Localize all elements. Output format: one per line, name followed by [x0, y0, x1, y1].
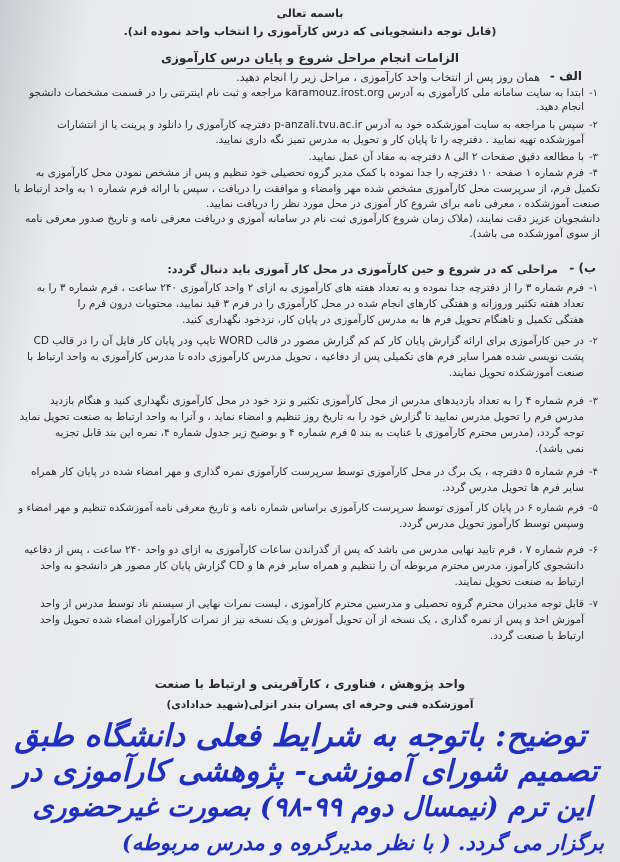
section-a-label: الف - — [549, 69, 582, 83]
item-line: در حین کارآموزی برای ارائه گزارش پایان کار کم کم گزارش مصور در قالب WORD تایپ ودر پایان کار فایل آن را در قالب CD — [33, 335, 584, 347]
item-number: ۲- — [589, 336, 598, 347]
item-line: صنعت آموزشکده ، معرفی نامه برای شروع کار آموزی در محل مورد نظر را دریافت نمایید. — [205, 198, 600, 210]
handwritten-note-line: این ترم (نیمسال دوم ۹۹-۹۸) بصورت غیرحضوری — [32, 792, 592, 823]
item-line: سپس با مراجعه به سایت آموزشکده خود به آدرس p-anzali.tvu.ac.ir دفترچه کارآموزی را دانلود و پرینت یا از انتشارات — [56, 119, 584, 131]
school-name: آموزشکده فنی وحرفه ای پسران بندر انزلی(شهید خدادادی) — [166, 699, 474, 711]
item-number: ۱- — [589, 88, 598, 99]
item-line: نمی باشد). — [535, 443, 584, 455]
section-b-intro: مراحلی که در شروع و حین کارآموزی در محل کار آموزی باید دنبال گردد: — [167, 263, 558, 276]
item-line: فرم شماره ۵ دفترچه ، یک برگ در محل کارآموزی توسط سرپرست کارآموزی نمره گذاری و مهر امضاء شده در پایان کار همراه — [30, 466, 584, 478]
item-line: پشت نویسی شده همرا سایر فرم های تکمیلی پس از دفاعیه ، تحویل مدرس کارآموزی داده تا مدرس کارآموزی به واحد ارتباط با — [27, 351, 584, 363]
item-number: ۴- — [589, 168, 598, 179]
item-line: فرم شماره ۷ ، فرم تایید نهایی مدرس می باشد که پس از گذراندن ساعات کارآموزی به ازای دو واحد ۲۴۰ ساعت ، پس از دفاعیه — [24, 544, 584, 556]
item-line: تعداد هفته تکثیر وروزانه و هفتگی کارهای انجام شده در محل کارآموزی را در فرم ۳ قید نمایید، محتویات درون فرم را — [77, 298, 584, 310]
item-number: ۲- — [589, 120, 598, 131]
basmala: باسمه تعالی — [276, 7, 344, 20]
item-line: سایر فرم ها تحویل مدرس گردد. — [442, 482, 584, 494]
item-number: ۳- — [589, 152, 598, 163]
item-line: تکمیل فرم، از سرپرست محل کارآموزی مشخص شده مهر وامضاء و موافقت را دریافت ، سپس با ارائه فرم شماره ۱ به واحد ارتباط با — [14, 183, 600, 195]
item-line: ابتدا به سایت سامانه ملی کارآموزی به آدرس karamouz.irost.org مراجعه و ثبت نام اینترنتی را در قسمت مشخصات دانشجو — [29, 87, 584, 99]
item-line: مدرس فرم را تحویل مدرس نمایید تا گزارش خود را به تاریخ روز تنظیم و امضاء نماید ، و آنرا به واحد ارتباط به صنعت تحویل نماید — [19, 411, 584, 423]
item-line: انجام دهید. — [536, 101, 584, 113]
item-line: از سوی آموزشکده می باشد). — [469, 228, 600, 240]
unit-name: واحد پژوهش ، فناوری ، کارآفرینی و ارتباط با صنعت — [154, 677, 466, 691]
section-b-label: ب) - — [569, 261, 596, 275]
item-line: دانشجوی کارآموز، مدرس محترم مربوطه آن را تنظیم و همراه سایر فرم ها و CD گزارش پایان کار مصور هر دانشجو به واحد — [40, 560, 584, 572]
item-number: ۵- — [589, 503, 598, 514]
item-line: ارتباط با صنعت گردد. — [489, 630, 584, 642]
section-a-intro: همان روز پس از انتخاب واحد کارآموزی ، مراحل زیر را انجام دهید. — [236, 71, 540, 84]
item-line: آموزش اخذ و پس از نمره گذاری ، یک نسخه از آن تحویل آموزش و یک نسخه نیز از نمرات کارآموزان امضاء شده تحویل واحد — [39, 614, 584, 626]
item-line: وسپس توسط کارآموز تحویل مدرس گردد. — [398, 518, 584, 530]
item-number: ۷- — [589, 599, 598, 610]
item-number: ۶- — [589, 545, 598, 556]
item-number: ۳- — [589, 396, 598, 407]
item-line: با مطالعه دقیق صفحات ۲ الی ۸ دفترچه به مفاد آن عمل نمایید. — [308, 151, 584, 163]
item-line: فرم شماره ۱ صفحه ۱۰ دفترچه را جدا نموده با کمک مدیر گروه تحصیلی خود تنظیم و پس از مشخص نمودن محل کارآموزی به — [35, 167, 584, 179]
item-line: دانشجویان عزیز دقت نمایند، (ملاک زمان شروع کارآموزی ثبت نام در سامانه آموزی و دریافت معرفی نامه و تاریخ صدور معرفی نامه — [25, 213, 600, 225]
item-line: توجه گردد، (مدرس محترم کارآموزی با عنایت به بند ۵ فرم شماره ۴ و بوضیح زیر جدول شماره ۴، نمره این بند قابل تجزیه — [55, 427, 584, 439]
notice-line: (قابل توجه دانشجویانی که درس کارآموزی را انتخاب واحد نموده اند). — [123, 25, 497, 38]
document-title: الزامات انجام مراحل شروع و پایان درس کارآموزی — [160, 51, 459, 65]
title-underline — [186, 68, 436, 69]
item-line: فرم شماره ۶ در پایان کار آموزی توسط سرپرست کارآموزی براساس شماره نامه و تاریخ معرفی نامه آموزشکده تنظیم و مهر امضاء و — [18, 503, 584, 514]
item-line: ارتباط به صنعت تحویل نمایند. — [454, 576, 584, 588]
handwritten-note-line: برگزار می گردد. ( با نظر مدیرگروه و مدرس مربوطه) — [121, 830, 604, 855]
item-line: آموزشکده تهیه نمایید . دفترچه را تا پایان کار و تحویل به مدرس تمیز نگه داری نمایید. — [215, 134, 584, 146]
item-line: هفتگی تکمیل و ناهنگام تحویل فرم ها به مدرس کارآموزی در پایان کار، نزدخود نگهداری کنید. — [182, 314, 584, 326]
item-line: صنعت آموزشکده تحویل نمایند. — [448, 367, 584, 379]
handwritten-note-line: توضیح: باتوجه به شرایط فعلی دانشگاه طبق — [14, 718, 586, 754]
item-line: فرم شماره ۳ را از دفترچه جدا نموده و به تعداد هفته های کارآموزی به ازای ۲ واحد کارآموزی ۲۴۰ ساعت ، فرم شماره ۳ را به — [36, 282, 584, 294]
item-line: قابل توجه مدیران محترم گروه تحصیلی و مدرسین محترم کارآموزی ، لیست نمرات نهایی از سیستم ناد توسط مدرس از واحد — [40, 598, 584, 610]
item-number: ۱- — [589, 283, 598, 294]
handwritten-note-line: تصمیم شورای آموزشی- پژوهشی کارآموزی در — [14, 754, 598, 789]
item-number: ۴- — [589, 467, 598, 478]
item-line: فرم شماره ۴ را به تعداد بازدیدهای مدرس از محل کارآموزی تکثیر و نزد خود در محل کارآموزی نگهداری کنید و هنگام بازدید — [49, 395, 584, 407]
